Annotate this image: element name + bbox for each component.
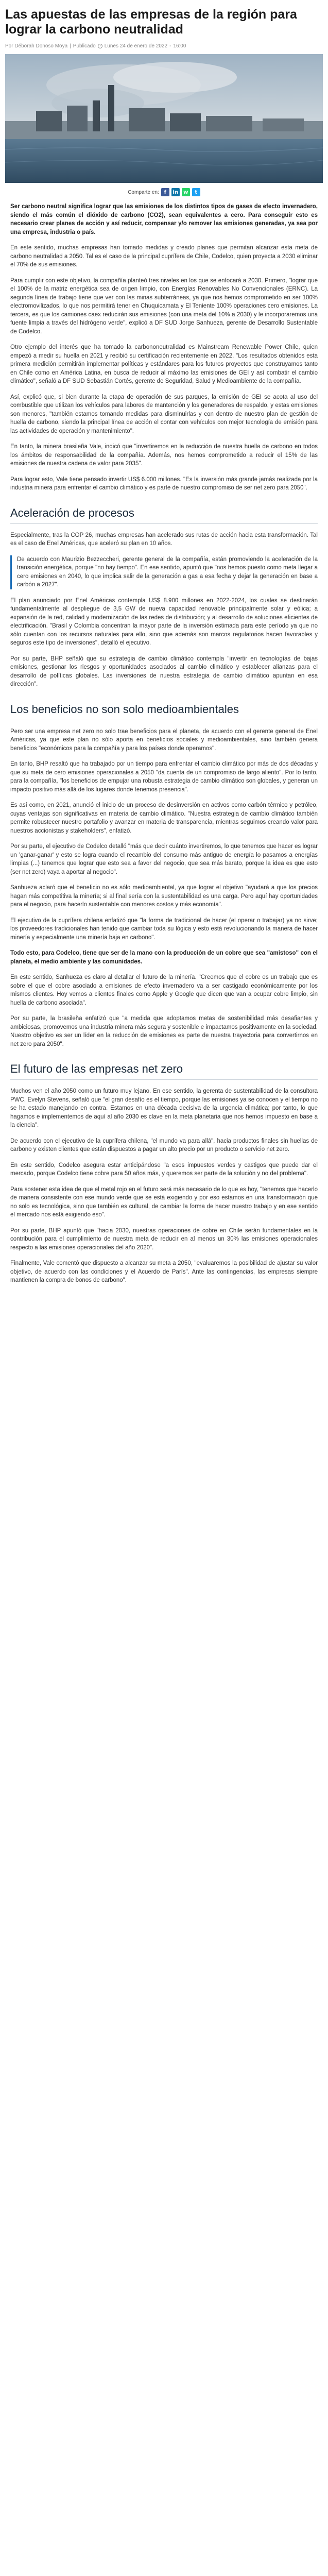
section-heading: Los beneficios no son solo medioambientales [10,702,318,720]
article-title: Las apuestas de las empresas de la región para lograr la carbono neutralidad [5,7,297,37]
article-page [0,0,328,1285]
section-heading: Aceleración de procesos [10,506,318,524]
paragraph: El plan anunciado por Enel Américas contempla US$ 8.900 millones en 2022-2024, los cuales se destinarán fundamentalmente al despliegue de 3,5 GW de nueva capacidad renovable principalmente solar y eólica; a expansión de la red, calidad y modernización de las redes de distribución; y al desarrollo de soluciones eficientes de electrificación. "Brasil y Colombia concentran la mayor parte de la inversión estimada para este período ya que no sólo cuentan con los recursos naturales para ello, sino que además son marcos regulatorios hacen favorables y seguros este tipo de inversiones", detalló el ejecutivo. [10,597,318,646]
paragraph: Especialmente, tras la COP 26, muchas empresas han acelerado sus rutas de acción hacia esta transformación. Tal es el caso de Enel Américas, que aceleró su plan en 10 años. [10,532,318,547]
paragraph: En este sentido, Codelco asegura estar anticipándose "a esos impuestos verdes y castigos que puede dar el mercado, porque Codelco tiene cobre para 50 años más, y queremos ser parte de la solución y no del problema". [10,1162,318,1177]
paragraph: En este sentido, muchas empresas han tomado medidas y creado planes que permitan alcanzar esta meta de carbono neutralidad a 2050. Tal es el caso de la principal cuprífera de Chile, Codelco, quien proyecta a 2030 eliminar el 70% de sus emisiones. [10,245,318,268]
paragraph: Por su parte, BHP apuntó que "hacia 2030, nuestras operaciones de cobre en Chile serán fundamentales en la contribución para el cumplimiento de nuestra meta de reducir en al menos un 30% las emisiones operacionales respecto a las emisiones operacionales del año 2020". [10,1227,318,1251]
lead-paragraph: Ser carbono neutral significa lograr que las emisiones de los distintos tipos de gases de efecto invernadero, siendo el más común el dióxido de carbono (CO2), sean equivalentes a cero. Para conseguir esto es necesario crear planes de acción y así reducir, compensar y/o remover las emisiones generadas, ya sea por una empresa, industria o país. [10,204,318,235]
paragraph: Para lograr esto, Vale tiene pensado invertir US$ 6.000 millones. "Es la inversión más grande jamás realizada por la industria minera para enfrentar el cambio climático y es parte de nuestro compromiso de ser net zero para 2050". [10,476,318,491]
paragraph: Para sostener esta idea de que el metal rojo en el futuro será más necesario de lo que es hoy, "tenemos que hacerlo de manera consistente con ese mundo verde que se está exigiendo y por eso estamos en una transformación que no solo es tecnológica, sino que también es cultural, de cambiar la forma de hacer nuestro trabajo y en ese sentido el mercado nos está exigiendo eso". [10,1186,318,1218]
section-heading: El futuro de las empresas net zero [10,1062,318,1080]
quote-text: De acuerdo con Maurizio Bezzeccheri, gerente general de la compañía, están promoviendo la aceleración de la transición energética, porque "no hay tiempo". En ese sentido, apuntó que "nos hemos puesto como meta llegar a cero emisiones en 2040, lo que implica salir de la generación a gas a esa fecha y dejar la generación en base a carbón a 2027". [17,556,318,588]
paragraph: Muchos ven el año 2050 como un futuro muy lejano. En ese sentido, la gerenta de sustentabilidad de la consultora PWC, Evelyn Stevens, señaló que "el gran desafío es el tiempo, porque las emisiones ya se conocen y el tiempo no se ha estado manejando en contra. Estamos en una década decisiva de la urgencia climática; por tanto, lo que hagamos e implementemos de aquí al año 2030 es clave en la meta planetaria que nos hemos impuesto en base a la ciencia". [10,1088,318,1128]
paragraph: Es así como, en 2021, anunció el inicio de un proceso de desinversión en activos como carbón térmico y petróleo, cuyas ventajas son significativas en materia de cambio climático. "Nuestra estrategia de cambio climático también permite robustecer nuestro portafolio y avanzar en materia de transparencia, mientras seguimos creando valor para nuestros accionistas y stakeholders", enfatizó. [10,802,318,834]
twitter-icon[interactable]: t [192,188,200,196]
byline: Por Déborah Donoso Moya | Publicado Lunes 24 de enero de 2022 - 16:00 [5,43,186,49]
paragraph: Sanhueza aclaró que el beneficio no es sólo medioambiental, ya que lograr el objetivo "ayudará a que los precios hagan más competitiva la minería; si al final sería con la sustentabilidad es una carga. Pero aquí hay oportunidades para el negocio, para hacerlo sustentable con menores costos y más economía". [10,885,318,908]
publish-date: Lunes 24 de enero de 2022 [104,43,168,49]
author: Por Déborah Donoso Moya [5,43,68,49]
paragraph: Por su parte, la brasileña enfatizó que "a medida que adoptamos metas de sostenibilidad más desafiantes y ambiciosas, promovemos una industria minera más segura y sostenible e impactamos positivamente en la sociedad. Nuestro objetivo es ser un líder en la reducción de emisiones es parte de nuestra trayectoria para convertirnos en net zero para 2050". [10,1015,318,1047]
facebook-icon[interactable]: f [161,188,169,196]
share-label: Comparte en: [128,189,159,195]
hero-image [5,54,323,183]
paragraph: Finalmente, Vale comentó que dispuesto a alcanzar su meta a 2050, "evaluaremos la posibilidad de ajustar su valor objetivo, de acuerdo con las condiciones y el Acuerdo de París". Ante las contingencias, las empresas siempre mantienen la compra de bonos de carbono". [10,1260,318,1283]
paragraph: Todo esto, para Codelco, tiene que ser de la mano con la producción de un cobre que sea "amistoso" con el planeta, el medio ambiente y las comunidades. [10,950,318,965]
clock-icon [98,44,102,48]
paragraph: En tanto, BHP resaltó que ha trabajado por un tiempo para enfrentar el cambio climático por más de dos décadas y que su meta de cero emisiones operacionales a 2050 "da cuenta de un compromiso de largo aliento". Por lo tanto, para la compañía, "los beneficios de empujar una robusta estrategia de cambio climático son globales, y generan un impacto positivo más allá de los lugares donde tenemos presencia". [10,761,318,793]
paragraph: Por su parte, el ejecutivo de Codelco detalló "más que decir cuánto invertiremos, lo que tenemos que hacer es lograr un 'ganar-ganar' y esto se logra cuando el recambio del consumo más antiguo de energía lo pasamos a energías limpias (...) tenemos que lograr que esto sea a favor del negocio, que sea más barato, porque la idea es que esto (ser net zero) vaya a aportar al negocio". [10,843,318,875]
paragraph: Otro ejemplo del interés que ha tomado la carbononeutralidad es Mainstream Renewable Power Chile, quien empezó a medir su huella en 2021 y recibió su certificación recientemente en 2022. "Los resultados obtenidos esta primera medición permitirán implementar políticas y estándares para los futuros proyectos que construyamos tanto en Chile como en América Latina, en busca de reducir al máximo las emisiones de GEI y así combatir el cambio climático", señaló a DF SUD Sebastián Cortés, gerente de Seguridad, Salud y Medioambiente de la compañía. [10,344,318,384]
industrial-plant-photo [5,54,323,183]
linkedin-icon[interactable]: in [171,188,180,196]
article-body [5,202,323,1285]
whatsapp-icon[interactable]: w [182,188,190,196]
publish-time: 16:00 [173,43,186,49]
paragraph: Pero ser una empresa net zero no solo trae beneficios para el planeta, de acuerdo con el gerente general de Enel Américas, ya que este plan no sólo aporta en beneficios sociales y medioambientales, sino también genera beneficios "económicos para la compañía y para los países donde operamos". [10,728,318,752]
paragraph: De acuerdo con el ejecutivo de la cuprífera chilena, "el mundo va para allá", hacia productos finales sin huellas de carbono y existen clientes que están dispuestos a pagar un alto precio por un producto o servicio net zero. [10,1138,318,1153]
paragraph: En tanto, la minera brasileña Vale, indicó que "invertiremos en la reducción de nuestra huella de carbono en todos los ámbitos de responsabilidad de la compañía. Además, nos hemos comprometido a reducir el 15% de las emisiones de nuestra cadena de valor para 2035". [10,444,318,467]
quote-block [10,555,318,589]
paragraph: Para cumplir con este objetivo, la compañía planteó tres niveles en los que se enfocará a 2030. Primero, "lograr que el 100% de la matriz energética sea de origen limpio, con Energías Renovables No Convencionales (ERNC). La segunda línea de trabajo tiene que ver con las minas subterráneas, ya que nos hemos comprometido en ser 100% electromovilizados, lo que nos permitirá tener en Chuquicamata y El Teniente 100% operaciones cero emisiones. La tercera, es que los camiones caex reducirán sus emisiones (con una meta del 10% a 2030) y le incorporaremos una fuente limpia a través del hidrógeno verde", explicó a DF SUD Jorge Sanhueza, gerente de Desarrollo Sustentable de Codelco. [10,277,318,335]
paragraph: El ejecutivo de la cuprífera chilena enfatizó que "la forma de tradicional de hacer (el operar o trabajar) ya no sirve; los proveedores tradicionales han tenido que cambiar toda su lógica y esto está revolucionando la manera de hacer minería y especialmente una minería baja en carbono". [10,917,318,941]
share-bar [5,188,323,196]
category: Publicado [73,43,96,49]
paragraph: En este sentido, Sanhueza es claro al detallar el futuro de la minería. "Creemos que el cobre es un trabajo que es sobre el que el cobre asociado a emisiones de efecto invernadero va a ser castigado económicamente por los mismos clientes. Hoy vemos a clientes finales como Apple y Google que dicen que van a ocupar cobre limpio, sin huella de carbono asociada". [10,974,318,1006]
paragraph: Por su parte, BHP señaló que su estrategia de cambio climático contempla "invertir en tecnologías de bajas emisiones, gestionar los riesgos y oportunidades asociados al cambio climático y establecer alianzas para el desarrollo de políticas globales. Las inversiones de nuestra estrategia de cambio climático apuntan en esa dirección". [10,655,318,687]
paragraph: Así, explicó que, si bien durante la etapa de operación de sus parques, la emisión de GEI se acota al uso del combustible que utilizan los vehículos para labores de mantención y los generadores de respaldo, y estas emisiones son menores, "también estamos tomando medidas para disminuirlas y con dentro de nuestro plan de gestión de huella de carbono, siendo la principal línea de acción el contar con vehículos con mejor tecnología de emisión para las actividades de operación y mantenimiento". [10,394,318,434]
